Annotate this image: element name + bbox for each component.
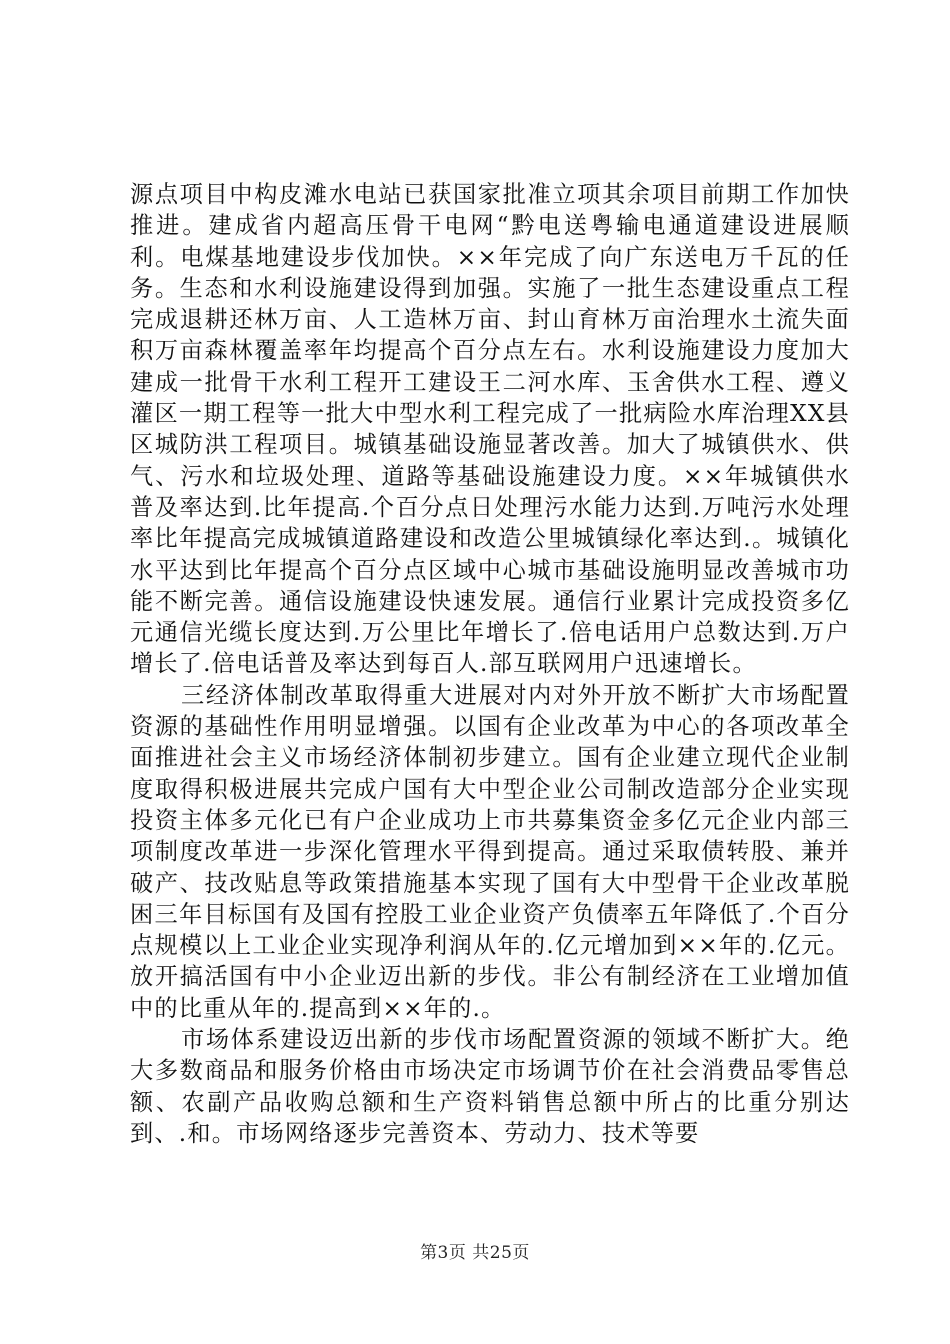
paragraph-economic-reform: 三经济体制改革取得重大进展对内对外开放不断扩大市场配置资源的基础性作用明显增强。以国有企业改革为中心的各项改革全面推进社会主义市场经济体制初步建立。国有企业建立现代企业制度取得积极进展共完成户国有大中型企业公司制改造部分企业实现投资主体多元化已有户企业成功上市共募集资金多亿元企业内部三项制度改革进一步深化管理水平得到提高。通过采取债转股、兼并破产、技改贴息等政策措施基本实现了国有大中型骨干企业改革脱困三年目标国有及国有控股工业企业资产负债率五年降低了.个百分点规模以上工业企业实现净利润从年的.亿元增加到××年的.亿元。放开搞活国有中小企业迈出新的步伐。非公有制经济在工业增加值中的比重从年的.提高到××年的.。 [130, 681, 850, 1022]
paragraph-infrastructure: 源点项目中构皮滩水电站已获国家批准立项其余项目前期工作加快推进。建成省内超高压骨干电网“黔电送粤输电通道建设进展顺利。电煤基地建设步伐加快。××年完成了向广东送电万千瓦的任务。生态和水利设施建设得到加强。实施了一批生态建设重点工程完成退耕还林万亩、人工造林万亩、封山育林万亩治理水土流失面积万亩森林覆盖率年均提高个百分点左右。水利设施建设力度加大建成一批骨干水利工程开工建设王二河水库、玉舍供水工程、遵义灌区一期工程等一批大中型水利工程完成了一批病险水库治理XX县区城防洪工程项目。城镇基础设施显著改善。加大了城镇供水、供气、污水和垃圾处理、道路等基础设施建设力度。××年城镇供水普及率达到.比年提高.个百分点日处理污水能力达到.万吨污水处理率比年提高完成城镇道路建设和改造公里城镇绿化率达到.。城镇化水平达到比年提高个百分点区域中心城市基础设施明显改善城市功能不断完善。通信设施建设快速发展。通信行业累计完成投资多亿元通信光缆长度达到.万公里比年增长了.倍电话用户总数达到.万户增长了.倍电话普及率达到每百人.部互联网用户迅速增长。 [130, 181, 850, 678]
document-body [130, 179, 850, 1149]
page-footer: 第3页 共25页 [420, 1243, 530, 1263]
paragraph-market-system: 市场体系建设迈出新的步伐市场配置资源的领域不断扩大。绝大多数商品和服务价格由市场决定市场调节价在社会消费品零售总额、农副产品收购总额和生产资料销售总额中所占的比重分别达到、.和。市场网络逐步完善资本、劳动力、技术等要 [130, 1026, 850, 1147]
